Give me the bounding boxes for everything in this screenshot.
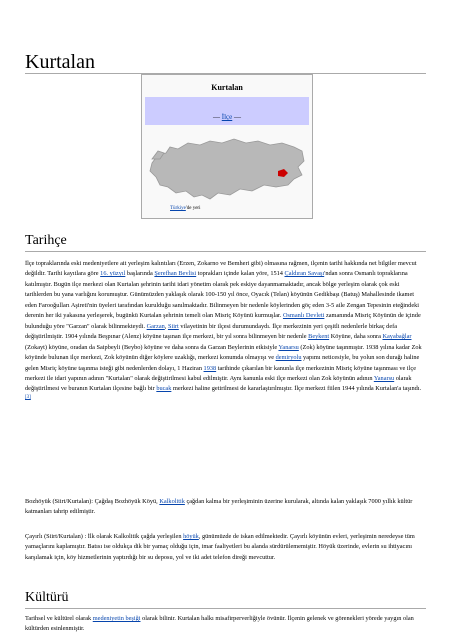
inline-link[interactable]: 1938 [203, 364, 217, 372]
text-run: , günümüzde de iskan edilmektedir. Çayırlı köyünün evleri, yerleşimin neredeyse tüm yamaçlarını kaplamıştır. Batısı ise oldukça dik bir yamaç olduğu için, imar faaliyetleri bu alanda sürdürülememiştir. Höyük üzerinde, evlerin su ihtiyacını karşılamak için, köy hizmetlerinin yaptırdığı bir su deposu, yol ve iki adet telefon direği mevcuttur. [25, 533, 415, 561]
subtitle-prefix: — [213, 113, 222, 121]
text-run: çağdan kalma bir yerleşiminin üzerine kurularak, altında kalan yaklaşık 7000 yıllık kültür katmanları tahrip edilmiştir. [25, 498, 413, 516]
text-run: zamanında Misriç Köyünün de içinde bulunduğu yöre "Garzan" olarak bilinmekteydi. [25, 312, 421, 330]
paragraph-cayirli [25, 532, 426, 563]
text-run: Bozhöyük (Siirt/Kurtalan): Çağdaş Bozhöyük Köyü, [25, 498, 160, 505]
text-run: tarihinde çıkarılan bir kanunla ilçe merkezinin Misriç köyüne taşınması ve ilçe merkezi ile idari yapının adının "Kurtalan" olarak değiştirilmesi kabul edilmiştir. Aynı kanunla eski ilçe merkezi olan Zok köyünün adının [25, 364, 416, 382]
inline-link[interactable]: 16. yüzyıl [100, 270, 126, 278]
inline-link[interactable]: Kayabağlar [382, 333, 412, 341]
inline-link[interactable]: Şerefhan Bevlisi [154, 270, 197, 278]
citation-link[interactable]: [3] [25, 394, 31, 400]
turkey-outline [150, 139, 304, 199]
text-run: olarak değiştirilmesi ve buranın Kurtalan ilçesine bağlı bir [25, 374, 412, 393]
text-run: merkezi haline getirilmesi de kararlaştırılmıştır. İlçe merkezi fiilen 1944 yılında Kurtalan'a taşındı. [171, 385, 422, 393]
inline-link[interactable]: bucak [156, 385, 172, 393]
subtitle-suffix: — [232, 113, 241, 121]
heading-tarihce: Tarihçe [25, 233, 67, 248]
text-run: Köyüne, daha sonra [329, 333, 383, 341]
text-run: yapımı neticesiyle, bu yolun son durağı haline gelen Misriç köyüne taşınma isteği gibi nedenlerden dolayı, 1 Haziran [25, 354, 420, 372]
text-run: İlçe topraklarında eski medeniyetlere ait yerleşim kalıntıları (Erzen, Zokarno ve Bemheri gibi) olmasına rağmen, ilçenin tarihi hakkında net bilgiler mevcut değildir. Tarihi kayıtlara göre [25, 260, 417, 278]
heading-divider-tarihce [25, 251, 426, 252]
text-run: toprakları içinde kalan yöre, 1514 [196, 270, 285, 278]
text-run: (Zokayt) köyüne, oradan da Saipbeyli (Beybo) köyüne ve daha sonra da Garzan Beylerinin etkisiyle [25, 343, 279, 351]
text-run: Tarihsel ve kültürel olarak [25, 615, 93, 622]
page-title: Kurtalan [25, 51, 95, 73]
map-caption [170, 206, 200, 211]
turkey-location-map [148, 133, 308, 205]
text-run: başlarında [125, 270, 155, 278]
inline-link[interactable]: Yanarsu [278, 343, 299, 351]
text-run: Çayırlı (Siirt/Kurtalan) : İlk olarak Kalkolitik çağda yerleşilen [25, 533, 184, 540]
text-run: , [164, 322, 168, 330]
inline-link[interactable]: Garzan [146, 322, 165, 330]
paragraph-tarihce-1 [25, 259, 426, 405]
inline-link[interactable]: Osmanlı Devleti [282, 312, 325, 320]
inline-link[interactable]: demiryolu [275, 354, 302, 362]
inline-link[interactable]: Beykent [308, 333, 330, 341]
inline-link[interactable]: Kalkolitik [159, 498, 185, 505]
text-run: 'ndan sonra Osmanlı topraklarına katılmıştır. Bugün ilçe merkezi olan Kurtalan şehrinin tarihi idari yönetim olarak pek eskiye dayanmamaktadır, ancak bölge yerleşim olarak çok eski tarihlerden bu yana varlığını korumuştur. Günümüzden yaklaşık olarak 100-150 yıl önce, Oyacık (Telan) köyünün Gedikbaşı (Batuş) Mahallesinde ikamet eden Farooğulları Aşireti'nin üyeleri tarafından kurulduğu sanılmaktadır. Bilinmeyen bir nedenle köylerinden göç eden 3-5 aile Zengan Tepesinin eteğindeki derenin her iki yakasına yerleşerek, bugünkü Kurtalan şehrinin temeli olan Misriç Köyünü kurmuşlar. [25, 270, 420, 320]
paragraph-kulturu [25, 614, 426, 635]
heading-kulturu: Kültürü [25, 590, 69, 605]
heading-divider-kulturu [25, 608, 426, 609]
infobox [141, 74, 313, 219]
text-run: (Zok) köyüne taşınmıştır. 1938 yılına kadar Zok köyünde bulunan ilçe merkezi, Zok köyünün diğer köylere uzaklığı, merkezi konumda olmayışı ve [25, 343, 422, 362]
inline-link[interactable]: Siirt [167, 322, 179, 330]
map-caption-text: 'de yeri [185, 206, 201, 211]
turkiye-link[interactable]: Türkiye [170, 206, 186, 211]
text-run: olarak bilinir. Kurtalan halkı misafirperverliğiyle övünür. İlçenin gelenek ve görenekleri yörede yaygın olan kültürden esinlenmiştir. [25, 615, 414, 633]
inline-link[interactable]: höyük [183, 533, 199, 540]
ilce-link[interactable]: İlçe [221, 113, 233, 121]
infobox-title: Kurtalan [211, 83, 243, 92]
paragraph-bozhoyuk [25, 497, 426, 518]
citation [25, 395, 31, 400]
inline-link[interactable]: medeniyetin beşiği [92, 615, 141, 622]
infobox-subtitle [142, 113, 312, 121]
inline-link[interactable]: Çaldıran Savaşı [284, 270, 325, 278]
inline-link[interactable]: Yanarsu [373, 374, 395, 382]
text-run: vilayetinin bir ilçesi durumundaydı. İlçe merkezinin yeri çeşitli nedenlerle birkaç defa değiştirilmiştir. 1904 yılında Beşpınar (Alenz) köyüne taşınan ilçe merkezi, bir yıl sonra bilinmeyen bir nedenle [25, 322, 398, 341]
